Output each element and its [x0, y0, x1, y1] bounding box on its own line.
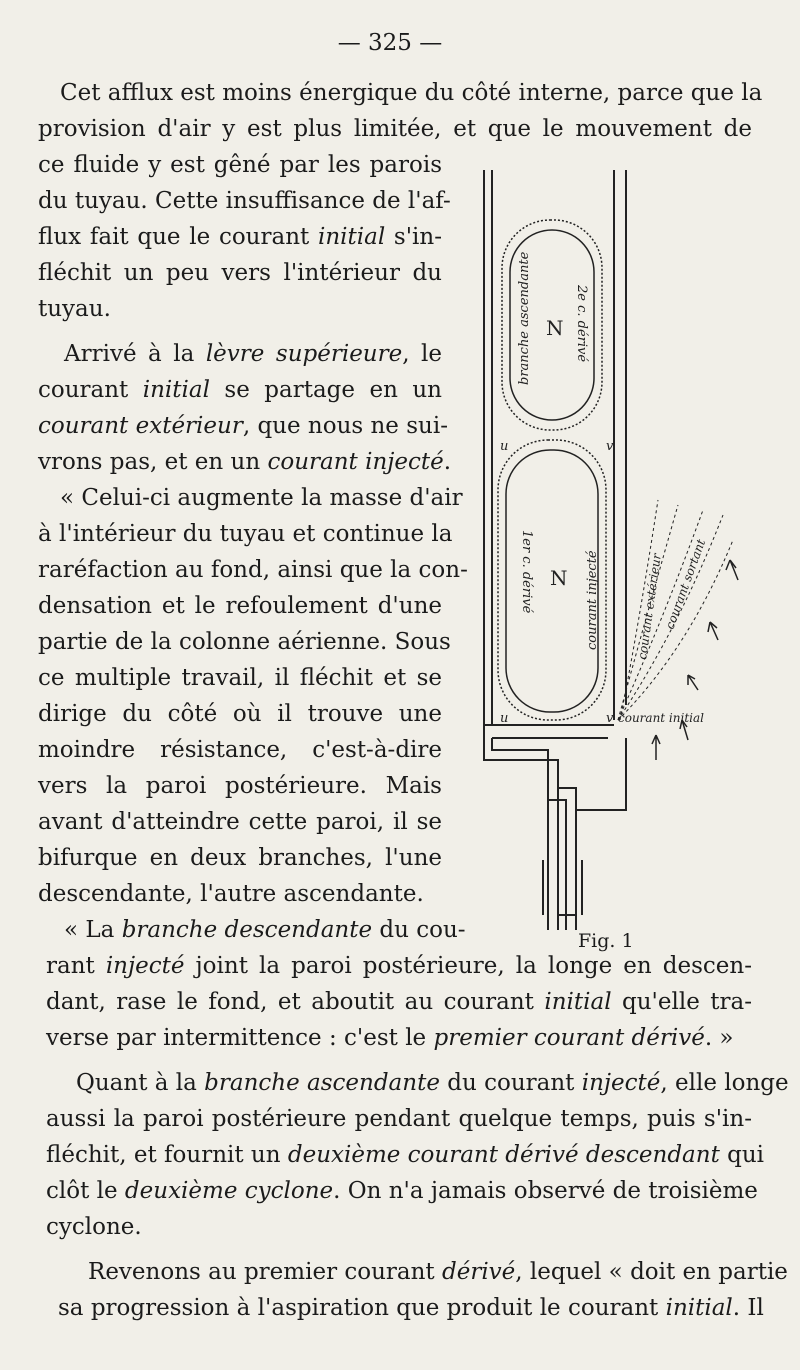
text-run: qui [719, 1142, 765, 1168]
text-line [38, 588, 442, 624]
text-line [46, 1209, 752, 1245]
label-premier-derive: 1er c. dérivé [519, 530, 534, 614]
page-number: — 325 — [337, 30, 443, 56]
text-run: , que nous ne sui- [242, 413, 448, 439]
text-run: . [443, 449, 452, 475]
text-line [64, 336, 442, 372]
text-line [58, 1290, 764, 1326]
text-run: fléchit, et fournit un [46, 1142, 288, 1168]
text-run: . On n'a jamais observé de troisième [333, 1178, 758, 1204]
text-run: clôt le [46, 1178, 125, 1204]
text-run: dant, rase le fond, et aboutit au courant [46, 989, 545, 1015]
italic-text: initial [665, 1295, 733, 1321]
text-line [38, 732, 442, 768]
label-v-top: v [606, 439, 614, 454]
text-run: du courant [439, 1070, 582, 1096]
text-run: , elle longe [660, 1070, 789, 1096]
label-deuxieme-derive: 2e c. dérivé [574, 285, 589, 363]
text-line [38, 624, 451, 660]
italic-text: injecté [105, 953, 185, 979]
text-run: Quant à la [76, 1070, 205, 1096]
text-line [60, 480, 463, 516]
text-line [76, 1065, 789, 1101]
text-line [88, 1254, 788, 1290]
text-run: aussi la paroi postérieure pendant quelque temps, puis s'in- [46, 1106, 752, 1132]
text-line [38, 111, 752, 147]
text-run: rant [46, 953, 106, 979]
label-courant-sortant: courant sortant [662, 537, 709, 632]
text-run: « La [64, 917, 122, 943]
text-run: bifurque en deux branches, l'une [38, 845, 442, 871]
text-run: ce multiple travail, il fléchit et se [38, 665, 442, 691]
italic-text: deuxième cyclone [124, 1178, 334, 1204]
text-run: , lequel « doit en partie [515, 1259, 788, 1285]
text-run: Arrivé à la [64, 341, 206, 367]
label-n-upper: N [546, 316, 564, 340]
text-line [46, 984, 752, 1020]
text-run: vrons pas, et en un [38, 449, 268, 475]
text-line [38, 183, 451, 219]
text-line [46, 1173, 758, 1209]
italic-text: premier courant dérivé [433, 1025, 705, 1051]
label-v-bottom: v [606, 711, 614, 726]
italic-text: deuxième courant dérivé descendant [287, 1142, 720, 1168]
text-run: joint la paroi postérieure, la longe en descen- [184, 953, 753, 979]
label-courant-exterieur: courant extérieur [635, 552, 664, 661]
italic-text: courant extérieur [38, 413, 243, 439]
figure-caption: Fig. 1 [578, 930, 634, 952]
text-run: flux fait que le courant [38, 224, 318, 250]
text-run: s'in- [385, 224, 442, 250]
text-run: fléchit un peu vers l'intérieur du [38, 260, 442, 286]
italic-text: courant injecté [267, 449, 444, 475]
italic-text: initial [142, 377, 210, 403]
italic-text: branche descendante [121, 917, 373, 943]
text-run: raréfaction au fond, ainsi que la con- [38, 557, 468, 583]
text-run: avant d'atteindre cette paroi, il se [38, 809, 442, 835]
text-line [64, 912, 466, 948]
text-run: verse par intermittence : c'est le [46, 1025, 434, 1051]
text-run: ce fluide y est gêné par les parois [38, 152, 442, 178]
text-line [46, 1137, 765, 1173]
text-run: densation et le refoulement d'une [38, 593, 442, 619]
text-line [38, 768, 442, 804]
text-line [46, 1020, 752, 1056]
label-branche-ascendante: branche ascendante [517, 251, 532, 385]
text-run: courant [38, 377, 143, 403]
text-line [38, 516, 453, 552]
text-run: , le [402, 341, 443, 367]
label-courant-initial: courant initial [618, 711, 704, 725]
text-run: provision d'air y est plus limitée, et que le mouvement de [38, 116, 752, 142]
text-run: à l'intérieur du tuyau et continue la [38, 521, 453, 547]
italic-text: dérivé [441, 1259, 516, 1285]
text-run: du cou- [372, 917, 466, 943]
text-line [38, 291, 442, 327]
text-run: Cet afflux est moins énergique du côté interne, parce que la [60, 80, 763, 106]
italic-text: injecté [581, 1070, 661, 1096]
text-run: vers la paroi postérieure. Mais [38, 773, 442, 799]
text-run: « Celui-ci augmente la masse d'air [60, 485, 463, 511]
label-n-lower: N [550, 566, 568, 590]
italic-text: initial [317, 224, 386, 250]
text-run: se partage en un [209, 377, 442, 403]
text-run: . Il [732, 1295, 764, 1321]
text-run: du tuyau. Cette insuffisance de l'af- [38, 188, 451, 214]
text-line [38, 255, 442, 291]
text-line [38, 840, 442, 876]
text-run: qu'elle tra- [611, 989, 752, 1015]
text-run: dirige du côté où il trouve une [38, 701, 442, 727]
text-run: . » [704, 1025, 734, 1051]
label-courant-injecte: courant injecté [585, 550, 600, 650]
text-run: descendante, l'autre ascendante. [38, 881, 424, 907]
label-u-top: u [500, 439, 509, 454]
text-line [38, 147, 442, 183]
text-line [38, 660, 442, 696]
text-line [38, 444, 452, 480]
text-line [46, 948, 752, 984]
text-line [60, 75, 763, 111]
text-run: cyclone. [46, 1214, 142, 1240]
text-line [38, 372, 442, 408]
figure-organ-pipe-diagram [478, 160, 768, 930]
text-line [38, 552, 468, 588]
text-line [38, 219, 442, 255]
text-run: partie de la colonne aérienne. Sous [38, 629, 451, 655]
text-line [38, 804, 442, 840]
text-line [38, 696, 442, 732]
italic-text: lèvre supérieure [205, 341, 403, 367]
text-line [38, 876, 442, 912]
italic-text: initial [544, 989, 612, 1015]
text-line [38, 408, 448, 444]
label-u-bottom: u [500, 711, 509, 726]
italic-text: branche ascendante [204, 1070, 440, 1096]
text-run: sa progression à l'aspiration que produit le courant [58, 1295, 666, 1321]
text-run: moindre résistance, c'est-à-dire [38, 737, 442, 763]
text-run: Revenons au premier courant [88, 1259, 442, 1285]
text-line [46, 1101, 752, 1137]
text-run: tuyau. [38, 296, 111, 322]
